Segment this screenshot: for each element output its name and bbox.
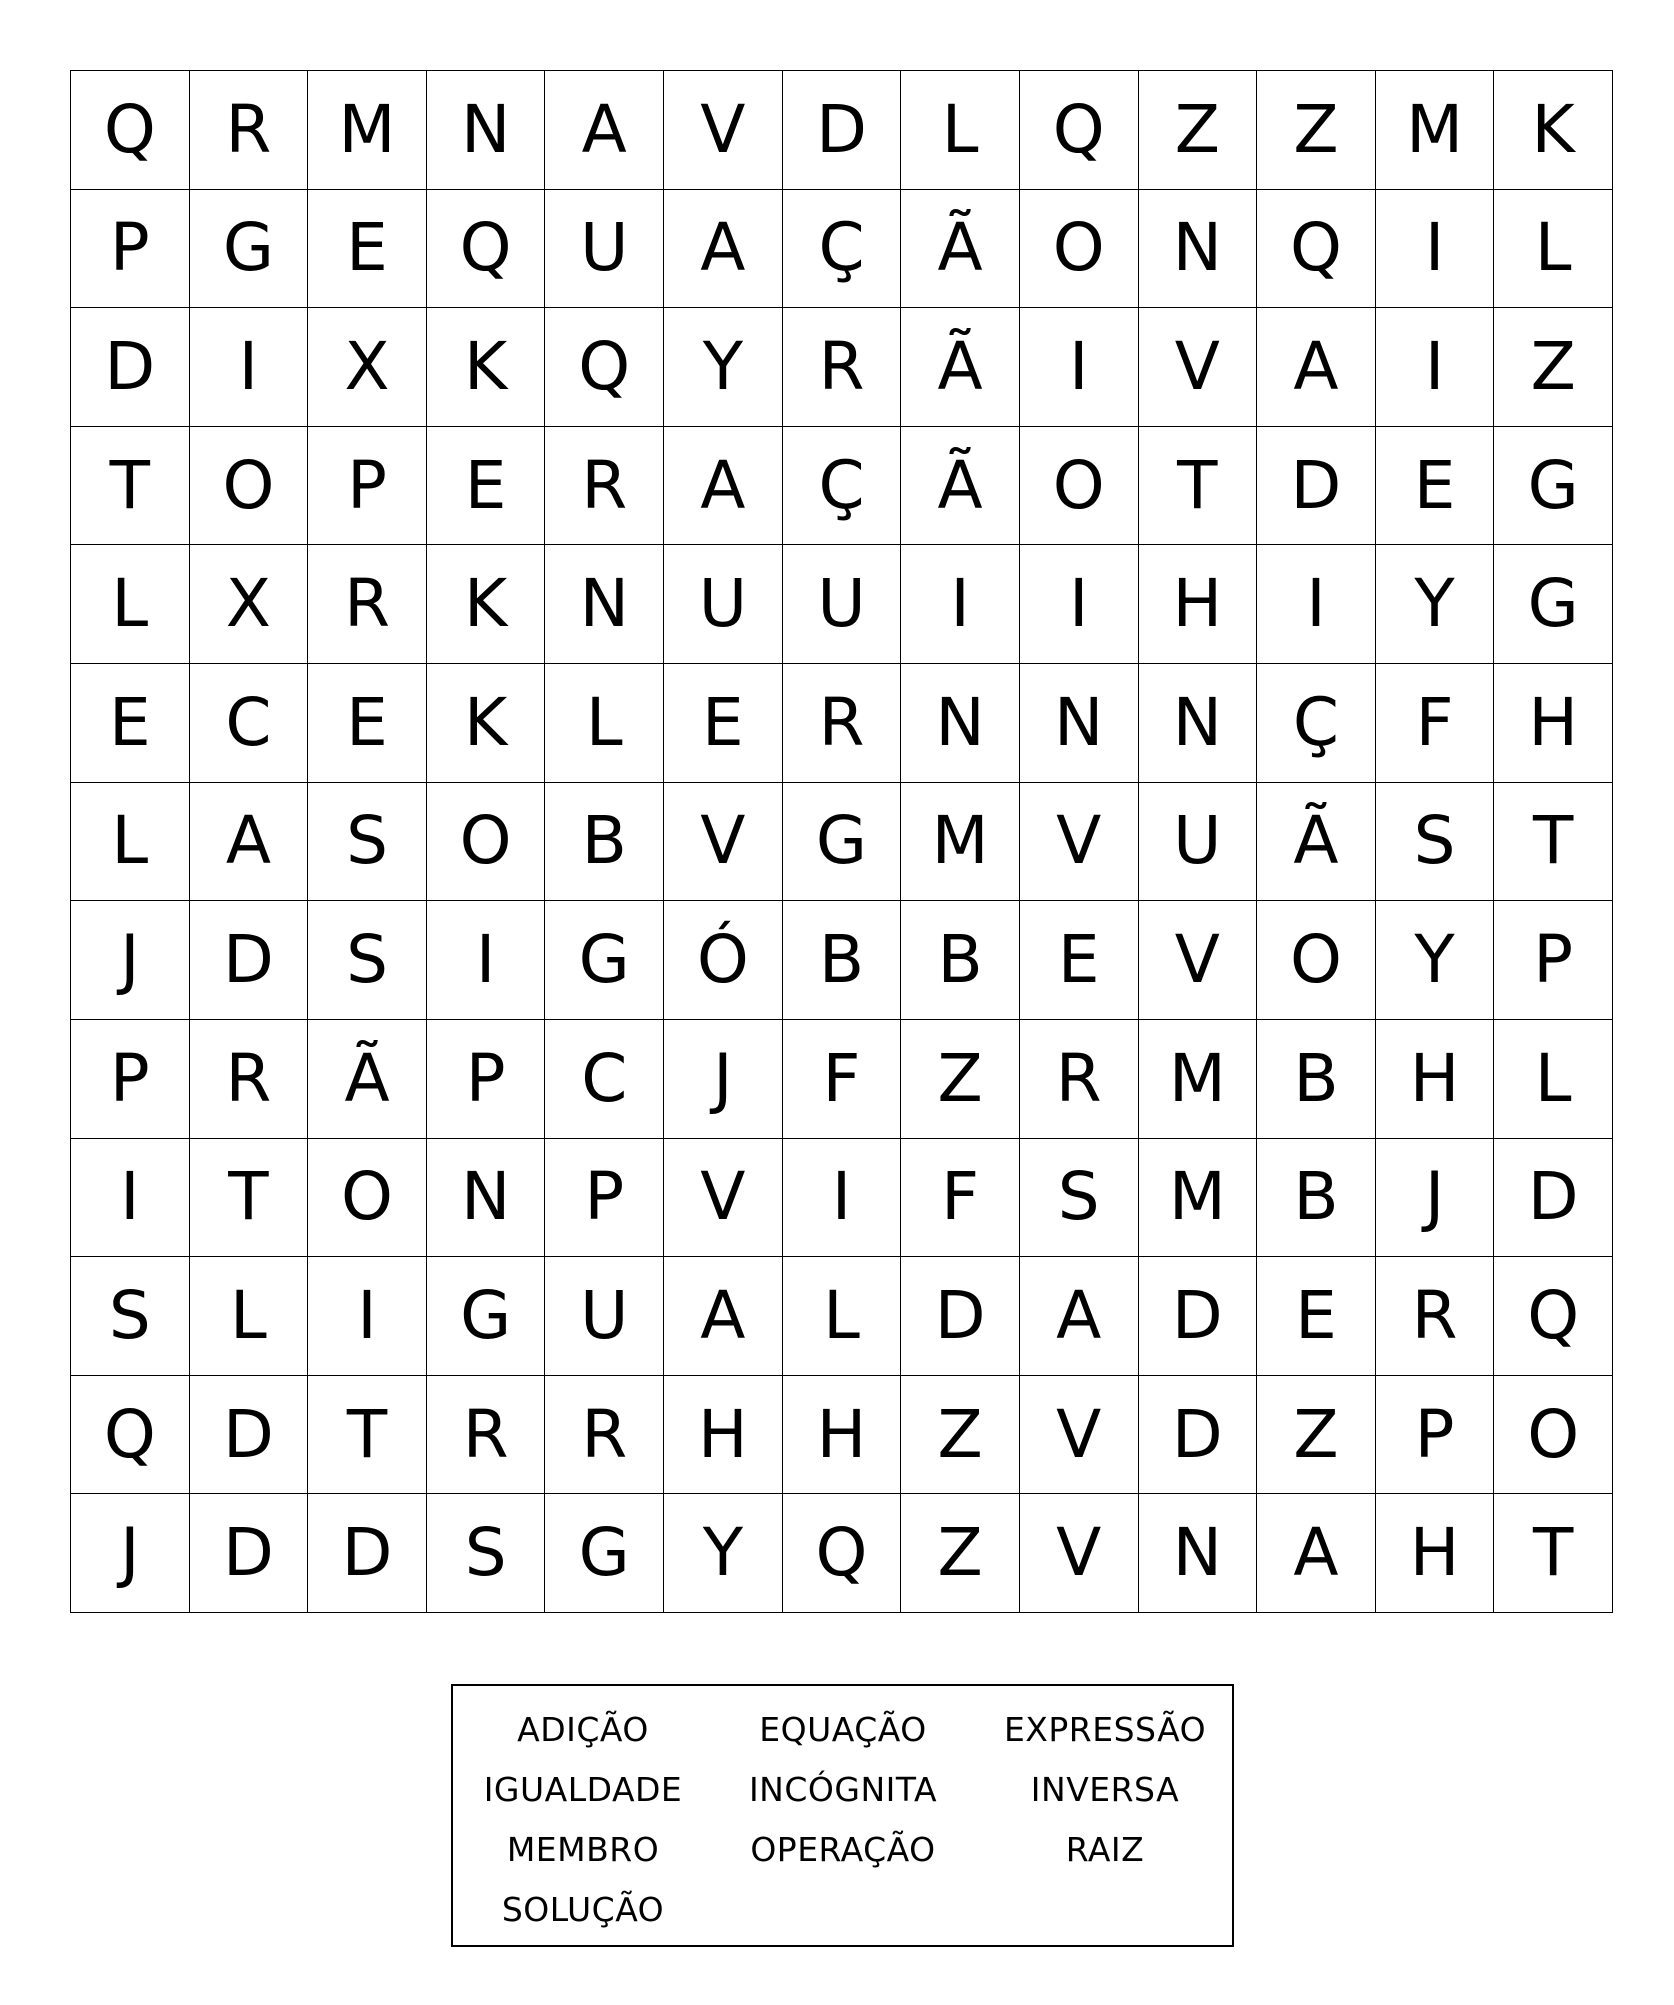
grid-cell[interactable]: G: [783, 783, 902, 902]
grid-cell[interactable]: L: [901, 71, 1020, 190]
grid-cell[interactable]: H: [783, 1376, 902, 1495]
grid-cell[interactable]: D: [783, 71, 902, 190]
grid-cell[interactable]: A: [664, 1257, 783, 1376]
grid-cell[interactable]: G: [545, 901, 664, 1020]
grid-cell[interactable]: U: [545, 1257, 664, 1376]
grid-cell[interactable]: L: [545, 664, 664, 783]
grid-cell[interactable]: P: [1376, 1376, 1495, 1495]
grid-cell[interactable]: D: [1139, 1257, 1258, 1376]
grid-cell[interactable]: D: [308, 1494, 427, 1613]
grid-cell[interactable]: Ã: [308, 1020, 427, 1139]
grid-cell[interactable]: U: [783, 545, 902, 664]
grid-cell[interactable]: E: [308, 190, 427, 309]
grid-cell[interactable]: F: [1376, 664, 1495, 783]
grid-cell[interactable]: Q: [545, 308, 664, 427]
grid-cell[interactable]: Ã: [901, 190, 1020, 309]
grid-cell[interactable]: R: [427, 1376, 546, 1495]
grid-cell[interactable]: Z: [901, 1376, 1020, 1495]
grid-cell[interactable]: A: [664, 427, 783, 546]
grid-cell[interactable]: M: [1139, 1020, 1258, 1139]
grid-cell[interactable]: X: [190, 545, 309, 664]
grid-cell[interactable]: Y: [664, 1494, 783, 1613]
grid-cell[interactable]: P: [308, 427, 427, 546]
grid-cell[interactable]: I: [427, 901, 546, 1020]
grid-cell[interactable]: L: [1494, 190, 1613, 309]
grid-cell[interactable]: V: [664, 71, 783, 190]
grid-cell[interactable]: Ç: [783, 427, 902, 546]
word-list-column: [453, 1700, 713, 1940]
grid-cell[interactable]: Q: [427, 190, 546, 309]
grid-cell[interactable]: I: [1257, 545, 1376, 664]
grid-cell[interactable]: X: [308, 308, 427, 427]
grid-cell[interactable]: Q: [783, 1494, 902, 1613]
word-list-box: [451, 1684, 1234, 1947]
grid-cell[interactable]: E: [1376, 427, 1495, 546]
grid-cell[interactable]: R: [783, 664, 902, 783]
grid-cell[interactable]: D: [901, 1257, 1020, 1376]
grid-cell[interactable]: H: [1376, 1020, 1495, 1139]
word-list-column: [713, 1700, 973, 1880]
grid-cell[interactable]: K: [1494, 71, 1613, 190]
grid-cell[interactable]: A: [545, 71, 664, 190]
grid-cell[interactable]: T: [71, 427, 190, 546]
grid-cell[interactable]: G: [190, 190, 309, 309]
grid-cell[interactable]: U: [1139, 783, 1258, 902]
grid-cell[interactable]: B: [783, 901, 902, 1020]
grid-cell[interactable]: S: [71, 1257, 190, 1376]
grid-cell[interactable]: D: [1139, 1376, 1258, 1495]
grid-cell[interactable]: Z: [1139, 71, 1258, 190]
grid-cell[interactable]: S: [308, 783, 427, 902]
grid-cell[interactable]: L: [190, 1257, 309, 1376]
grid-cell[interactable]: R: [1020, 1020, 1139, 1139]
word-list-column: [975, 1700, 1235, 1880]
grid-cell[interactable]: P: [71, 190, 190, 309]
grid-cell[interactable]: N: [901, 664, 1020, 783]
grid-cell[interactable]: S: [1020, 1139, 1139, 1258]
grid-cell[interactable]: J: [71, 901, 190, 1020]
grid-cell[interactable]: H: [1494, 664, 1613, 783]
grid-cell[interactable]: O: [1257, 901, 1376, 1020]
grid-cell[interactable]: R: [783, 308, 902, 427]
grid-cell[interactable]: V: [664, 783, 783, 902]
grid-cell[interactable]: V: [1020, 783, 1139, 902]
grid-cell[interactable]: Q: [1020, 71, 1139, 190]
grid-cell[interactable]: I: [901, 545, 1020, 664]
grid-cell[interactable]: E: [308, 664, 427, 783]
grid-cell[interactable]: L: [783, 1257, 902, 1376]
grid-cell[interactable]: M: [1139, 1139, 1258, 1258]
grid-cell[interactable]: D: [1257, 427, 1376, 546]
grid-cell[interactable]: N: [1139, 664, 1258, 783]
grid-cell[interactable]: N: [1020, 664, 1139, 783]
grid-cell[interactable]: A: [664, 190, 783, 309]
grid-cell[interactable]: I: [1020, 308, 1139, 427]
grid-cell[interactable]: A: [1257, 1494, 1376, 1613]
grid-cell[interactable]: N: [427, 71, 546, 190]
grid-cell[interactable]: F: [901, 1139, 1020, 1258]
grid-cell[interactable]: Ç: [783, 190, 902, 309]
grid-cell[interactable]: E: [1257, 1257, 1376, 1376]
grid-cell[interactable]: R: [308, 545, 427, 664]
grid-cell[interactable]: G: [1494, 427, 1613, 546]
grid-cell[interactable]: C: [545, 1020, 664, 1139]
grid-cell[interactable]: P: [1494, 901, 1613, 1020]
grid-cell[interactable]: N: [1139, 1494, 1258, 1613]
grid-cell[interactable]: V: [1139, 901, 1258, 1020]
grid-cell[interactable]: M: [308, 71, 427, 190]
grid-cell[interactable]: G: [427, 1257, 546, 1376]
grid-cell[interactable]: S: [427, 1494, 546, 1613]
grid-cell[interactable]: Q: [71, 1376, 190, 1495]
grid-cell[interactable]: Ã: [901, 427, 1020, 546]
grid-cell[interactable]: H: [664, 1376, 783, 1495]
grid-cell[interactable]: D: [190, 901, 309, 1020]
grid-cell[interactable]: T: [308, 1376, 427, 1495]
grid-cell[interactable]: U: [664, 545, 783, 664]
word-list-item: INVERSA: [1030, 1770, 1180, 1809]
grid-cell[interactable]: K: [427, 308, 546, 427]
grid-cell[interactable]: Ã: [901, 308, 1020, 427]
grid-cell[interactable]: O: [1020, 190, 1139, 309]
grid-cell[interactable]: B: [545, 783, 664, 902]
grid-cell[interactable]: Y: [664, 308, 783, 427]
grid-cell[interactable]: S: [308, 901, 427, 1020]
grid-cell[interactable]: Z: [1257, 71, 1376, 190]
grid-cell[interactable]: M: [1376, 71, 1495, 190]
grid-cell[interactable]: V: [664, 1139, 783, 1258]
grid-cell[interactable]: F: [783, 1020, 902, 1139]
grid-cell[interactable]: B: [1257, 1139, 1376, 1258]
grid-cell[interactable]: N: [545, 545, 664, 664]
grid-cell[interactable]: O: [308, 1139, 427, 1258]
grid-cell[interactable]: I: [1376, 308, 1495, 427]
grid-cell[interactable]: O: [1020, 427, 1139, 546]
word-list-item: ADIÇÃO: [517, 1710, 649, 1749]
grid-cell[interactable]: L: [71, 545, 190, 664]
grid-cell[interactable]: T: [1494, 783, 1613, 902]
grid-cell[interactable]: V: [1020, 1376, 1139, 1495]
grid-cell[interactable]: A: [190, 783, 309, 902]
grid-cell[interactable]: E: [664, 664, 783, 783]
grid-cell[interactable]: G: [545, 1494, 664, 1613]
grid-cell[interactable]: E: [1020, 901, 1139, 1020]
grid-cell[interactable]: Z: [1494, 308, 1613, 427]
grid-cell[interactable]: A: [1020, 1257, 1139, 1376]
word-list-item: SOLUÇÃO: [501, 1890, 665, 1929]
grid-cell[interactable]: Z: [901, 1494, 1020, 1613]
grid-cell[interactable]: I: [71, 1139, 190, 1258]
grid-cell[interactable]: Z: [1257, 1376, 1376, 1495]
grid-cell[interactable]: E: [427, 427, 546, 546]
grid-cell[interactable]: T: [190, 1139, 309, 1258]
grid-cell[interactable]: A: [1257, 308, 1376, 427]
grid-cell[interactable]: Q: [1494, 1257, 1613, 1376]
grid-cell[interactable]: D: [1494, 1139, 1613, 1258]
grid-cell[interactable]: H: [1376, 1494, 1495, 1613]
grid-cell[interactable]: T: [1494, 1494, 1613, 1613]
grid-cell[interactable]: B: [901, 901, 1020, 1020]
grid-cell[interactable]: M: [901, 783, 1020, 902]
grid-cell[interactable]: D: [71, 308, 190, 427]
word-list-item: EXPRESSÃO: [1003, 1710, 1207, 1749]
grid-cell[interactable]: O: [427, 783, 546, 902]
grid-cell[interactable]: L: [71, 783, 190, 902]
grid-cell[interactable]: R: [190, 1020, 309, 1139]
grid-cell[interactable]: I: [308, 1257, 427, 1376]
grid-cell[interactable]: U: [545, 190, 664, 309]
grid-cell[interactable]: Ó: [664, 901, 783, 1020]
grid-cell[interactable]: P: [427, 1020, 546, 1139]
grid-cell[interactable]: L: [1494, 1020, 1613, 1139]
grid-cell[interactable]: J: [1376, 1139, 1495, 1258]
grid-cell[interactable]: B: [1257, 1020, 1376, 1139]
grid-cell[interactable]: N: [427, 1139, 546, 1258]
grid-cell[interactable]: R: [190, 71, 309, 190]
word-list-item: INCÓGNITA: [748, 1770, 938, 1809]
grid-cell[interactable]: I: [783, 1139, 902, 1258]
grid-cell[interactable]: R: [1376, 1257, 1495, 1376]
word-list-item: MEMBRO: [506, 1830, 660, 1869]
grid-cell[interactable]: R: [545, 427, 664, 546]
grid-cell[interactable]: O: [190, 427, 309, 546]
grid-cell[interactable]: V: [1020, 1494, 1139, 1613]
grid-cell[interactable]: I: [1376, 190, 1495, 309]
grid-cell[interactable]: Q: [1257, 190, 1376, 309]
letter-grid: [70, 70, 1613, 1613]
grid-cell[interactable]: J: [664, 1020, 783, 1139]
grid-cell[interactable]: I: [1020, 545, 1139, 664]
grid-cell[interactable]: K: [427, 664, 546, 783]
grid-cell[interactable]: H: [1139, 545, 1258, 664]
grid-cell[interactable]: G: [1494, 545, 1613, 664]
word-list-item: RAIZ: [1065, 1830, 1145, 1869]
grid-cell[interactable]: Q: [71, 71, 190, 190]
grid-cell[interactable]: I: [190, 308, 309, 427]
grid-cell[interactable]: V: [1139, 308, 1258, 427]
grid-cell[interactable]: Ç: [1257, 664, 1376, 783]
grid-cell[interactable]: Y: [1376, 901, 1495, 1020]
grid-cell[interactable]: Y: [1376, 545, 1495, 664]
word-list-item: OPERAÇÃO: [750, 1830, 936, 1869]
grid-cell[interactable]: P: [545, 1139, 664, 1258]
word-list-item: IGUALDADE: [483, 1770, 683, 1809]
grid-cell[interactable]: N: [1139, 190, 1258, 309]
grid-cell[interactable]: P: [71, 1020, 190, 1139]
grid-cell[interactable]: K: [427, 545, 546, 664]
grid-cell[interactable]: T: [1139, 427, 1258, 546]
grid-cell[interactable]: S: [1376, 783, 1495, 902]
grid-cell[interactable]: E: [71, 664, 190, 783]
word-list-item: EQUAÇÃO: [759, 1710, 927, 1749]
grid-cell[interactable]: Ã: [1257, 783, 1376, 902]
grid-cell[interactable]: D: [190, 1494, 309, 1613]
grid-cell[interactable]: O: [1494, 1376, 1613, 1495]
grid-cell[interactable]: Z: [901, 1020, 1020, 1139]
grid-cell[interactable]: C: [190, 664, 309, 783]
grid-cell[interactable]: J: [71, 1494, 190, 1613]
grid-cell[interactable]: D: [190, 1376, 309, 1495]
grid-cell[interactable]: R: [545, 1376, 664, 1495]
